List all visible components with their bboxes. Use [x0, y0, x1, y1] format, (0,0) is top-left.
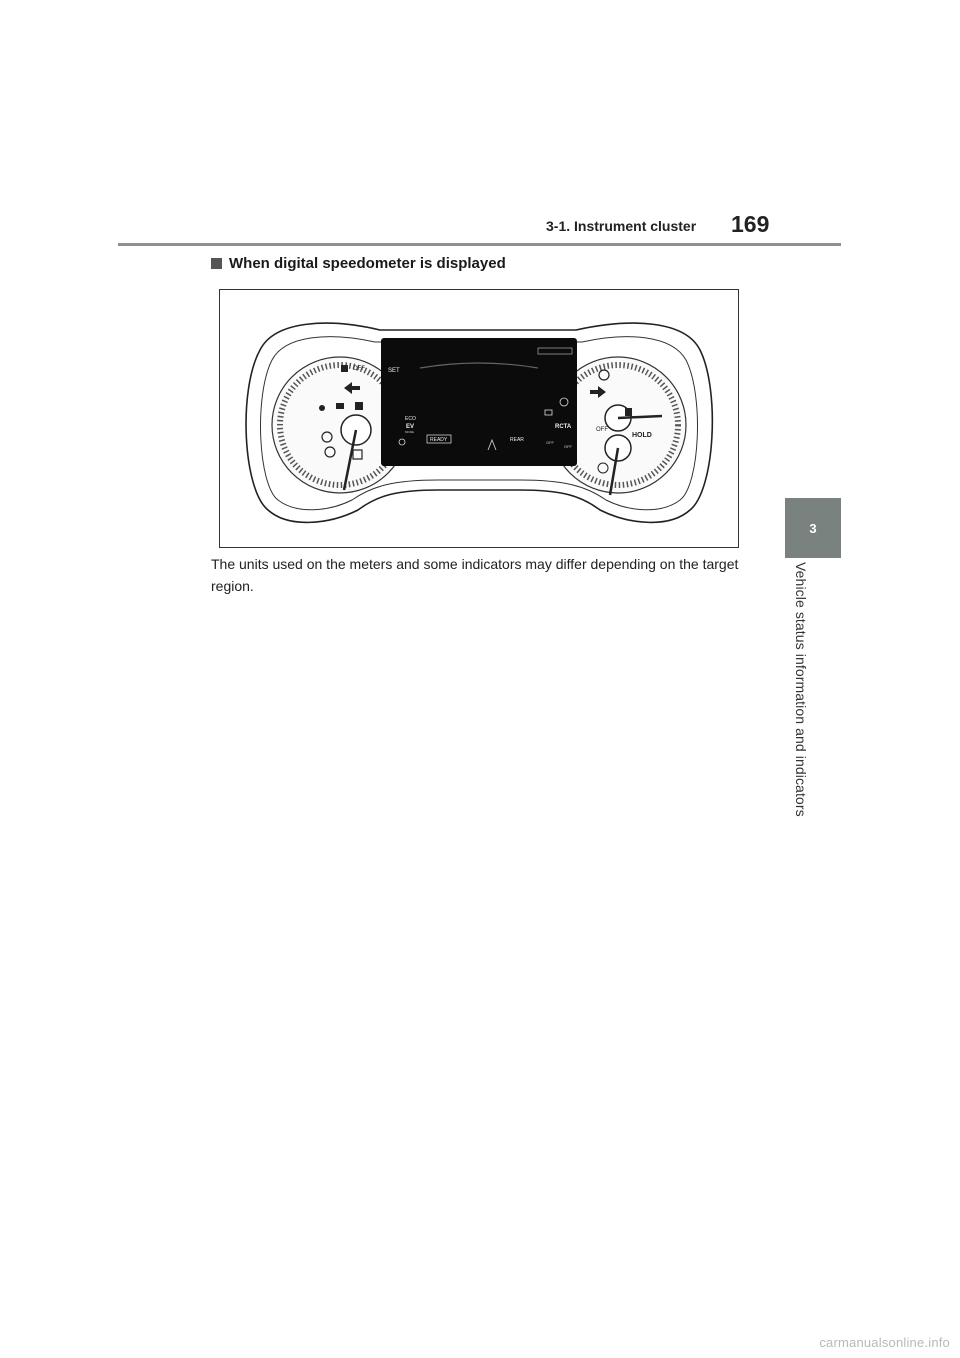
page-number: 169 — [731, 211, 770, 237]
header-rule — [118, 243, 841, 246]
airbag-indicator-icon — [319, 405, 325, 411]
left-off-label: OFF — [353, 366, 365, 372]
instrument-cluster-figure — [219, 289, 739, 548]
headlight-indicator-icon — [336, 403, 344, 409]
display-set-label: SET — [388, 368, 400, 374]
display-ev-sub-label: MODE — [405, 430, 414, 434]
display-off-label-a: OFF — [546, 440, 554, 445]
fuel-indicator-icon — [625, 408, 632, 416]
chapter-tab: 3 — [785, 498, 841, 558]
display-ready-label: READY — [430, 437, 448, 443]
body-paragraph: The units used on the meters and some indicators may differ depending on the target region. — [211, 556, 739, 594]
seatbelt-indicator-icon — [341, 365, 348, 372]
header-title: 3-1. Instrument cluster — [546, 218, 697, 234]
section-heading-text: When digital speedometer is displayed — [229, 255, 506, 272]
hold-label: HOLD — [632, 432, 652, 439]
section-heading — [211, 255, 506, 272]
display-eco-label: ECO — [405, 416, 416, 422]
display-rcta-label: RCTA — [555, 424, 572, 430]
door-indicator-icon — [355, 402, 363, 410]
display-off-label-b: OFF — [564, 444, 572, 449]
side-tab-spacer — [785, 246, 841, 498]
center-display-screen — [381, 338, 577, 466]
display-rear-label: REAR — [510, 437, 524, 443]
chapter-title: Vehicle status information and indicators — [793, 562, 809, 817]
footer-watermark: carmanualsonline.info — [819, 1335, 950, 1350]
right-off-label: OFF — [596, 427, 608, 433]
heading-bullet-icon — [211, 258, 222, 269]
display-ev-label: EV — [406, 424, 415, 430]
instrument-cluster-illustration — [220, 290, 738, 547]
